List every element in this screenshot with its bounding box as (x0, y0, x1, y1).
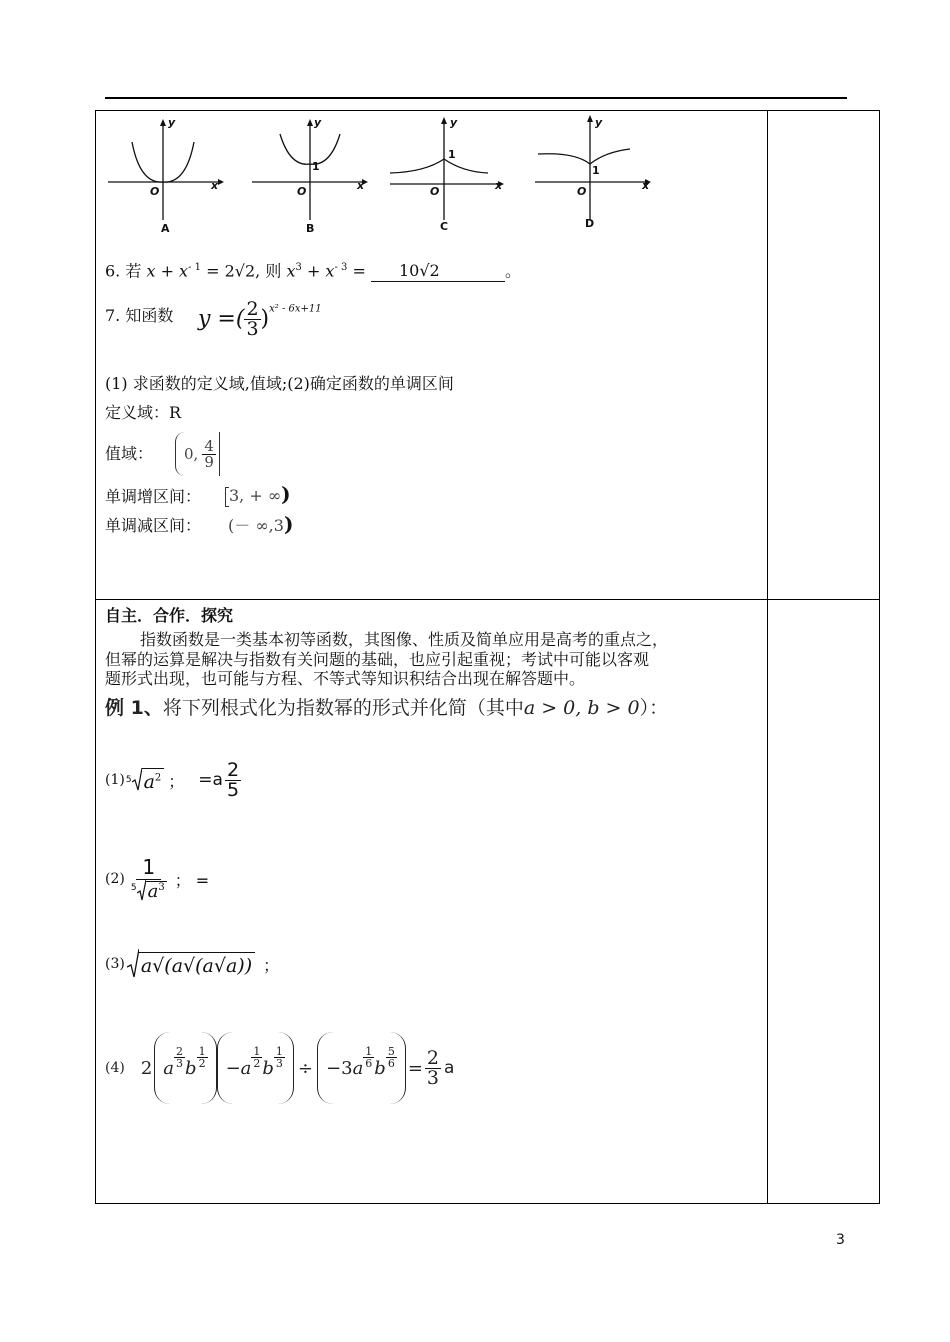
graph-c (390, 117, 504, 220)
q6-end: 。 (504, 261, 521, 281)
q6-ask-eq: = (352, 261, 366, 281)
table-top-border (95, 110, 880, 111)
q7-range-num: 4 (204, 436, 214, 455)
q6-ask-x1: x (286, 261, 296, 281)
graph-d-label: D (585, 217, 595, 230)
item-1-radical (132, 768, 165, 793)
q6-cond-exp: - 1 (188, 262, 201, 273)
item-2-radical-sign (137, 880, 146, 902)
item-4-ans-den: 3 (426, 1066, 440, 1089)
example-1-cond: a > 0, b > 0 (523, 697, 640, 719)
item-2-frac (129, 854, 169, 902)
item-4-answer-frac (425, 1046, 441, 1089)
graph-a-origin: O (150, 185, 160, 198)
item-4-group1: a $\frac{2}{3}$ b $\frac{1}{2}$ (154, 1032, 216, 1104)
table-right-border (879, 110, 880, 1204)
item-4-eq: = (407, 1057, 423, 1079)
header-rule (105, 97, 847, 99)
item-1-ans-num: 2 (226, 758, 240, 781)
question-6 (105, 258, 521, 282)
item-4-exp-1-2: $\frac{1}{2}$ (198, 1044, 206, 1070)
q6-prefix: 6. 若 (105, 261, 142, 281)
graph-a (108, 119, 224, 220)
item-1-radicand-box (142, 768, 165, 793)
q7-func-close: ) (260, 306, 270, 332)
graph-d-origin: O (577, 185, 587, 198)
item-1-label: (1) (105, 772, 125, 788)
item-3-radical-sign (127, 949, 139, 979)
graph-b-label: B (306, 222, 315, 235)
q7-domain: 定义域：R (105, 403, 182, 422)
item-3 (105, 944, 279, 984)
item-2-num: 1 (142, 854, 156, 879)
item-4-coef: 2 (140, 1057, 153, 1079)
item-4-exp-5-6: $\frac{5}{6}$ (387, 1044, 395, 1070)
item-1-exp: 2 (154, 772, 162, 784)
item-4-exp-1-2b: $\frac{1}{2}$ (253, 1044, 261, 1070)
q6-cond-lhs: x + x (146, 261, 189, 281)
graph-b-origin: O (297, 185, 307, 198)
item-4-exp-2-3: $\frac{2}{3}$ (176, 1044, 184, 1070)
page-number: 3 (836, 1232, 845, 1248)
graph-b-x-label: x (357, 179, 365, 192)
q7-range-interval (175, 432, 220, 476)
q7-range-den: 9 (204, 452, 214, 471)
item-4 (105, 1030, 454, 1106)
q7-dec-label: 单调减区间： (105, 516, 202, 535)
item-1-answer-frac (225, 758, 241, 801)
item-2 (105, 846, 209, 912)
q7-function (198, 300, 322, 339)
section-heading: 自主．合作．探究 (105, 606, 234, 625)
q7-range-frac (202, 436, 216, 471)
graph-a-label: A (161, 222, 170, 235)
item-2-label: (2) (105, 871, 125, 887)
graph-b-y-label: y (314, 116, 322, 129)
q7-func-exp: x² - 6x+11 (269, 303, 322, 315)
item-4-divide: ÷ (297, 1057, 314, 1079)
item-1-sep: ； (168, 771, 185, 791)
graph-b-one: 1 (312, 160, 320, 173)
example-1-label: 例 1、 (105, 697, 163, 719)
q7-func-den: 3 (246, 318, 259, 340)
section-para-line3: 题形式出现，也可能与方程、不等式等知识积结合出现在解答题中。 (105, 669, 586, 688)
q7-func-y: y =( (198, 306, 245, 332)
q7-func-num: 2 (246, 298, 259, 320)
q7-inc-label: 单调增区间： (105, 487, 202, 506)
item-4-exp-1-6: $\frac{1}{6}$ (365, 1044, 373, 1070)
graph-c-y-label: y (450, 116, 458, 129)
item-4-group3: −3 a $\frac{1}{6}$ b $\frac{5}{6}$ (317, 1032, 406, 1104)
example-1-line (105, 696, 668, 720)
q7-inc-interval (225, 484, 291, 507)
graph-d-x-label: x (642, 179, 650, 192)
item-2-sep: ； = (174, 870, 210, 890)
item-4-label: (4) (105, 1060, 125, 1076)
q6-answer-blank (371, 261, 505, 282)
item-3-radical (127, 949, 255, 979)
item-2-num-box (136, 854, 161, 880)
q6-cond-rhs: = 2√2, (206, 261, 261, 281)
q6-ask-plus: + x (306, 261, 335, 281)
graph-c-one: 1 (448, 148, 456, 161)
item-2-index: 5 (130, 882, 137, 893)
table-left-border (95, 110, 96, 1204)
item-4-ans-num: 2 (426, 1046, 440, 1069)
item-4-ans-var: a (444, 1058, 455, 1078)
q7-inc-close: ) (281, 482, 291, 506)
q7-func-frac (244, 300, 260, 339)
graph-b (252, 119, 368, 220)
item-4-exp-1-3: $\frac{1}{3}$ (275, 1044, 283, 1070)
q7-dec-value: (－ ∞,3 (228, 516, 284, 535)
section-para-line1: 指数函数是一类基本初等函数，其图像、性质及简单应用是高考的重点之， (140, 630, 669, 649)
graph-c-origin: O (430, 185, 440, 198)
q6-ask-exp1: 3 (295, 262, 302, 273)
graph-c-label: C (440, 220, 449, 233)
graph-d-one: 1 (592, 164, 600, 177)
graph-c-x-label: x (495, 179, 503, 192)
q6-then: 则 (265, 261, 282, 281)
graph-a-y-label: y (168, 116, 176, 129)
item-2-exp: 3 (158, 881, 165, 893)
item-1-answer: =a (198, 770, 223, 790)
item-3-sep: ； (263, 955, 280, 975)
item-2-den (129, 880, 169, 902)
graph-a-x-label: x (211, 179, 219, 192)
q6-answer: 10√2 (398, 261, 440, 281)
table-bottom-border (95, 1203, 880, 1204)
q7-range-label: 值域： (105, 444, 154, 463)
graph-d-y-label: y (595, 116, 603, 129)
q7-sub: (1) 求函数的定义域,值域;(2)确定函数的单调区间 (105, 374, 454, 393)
q7-prefix: 7. 知函数 (105, 306, 174, 325)
item-1-radical-sign (132, 768, 142, 792)
section-para-line2: 但幂的运算是解决与指数有关问题的基础，也应引起重视；考试中可能以客观 (105, 650, 650, 669)
q7-dec-close: ) (283, 512, 294, 536)
table-column-divider (767, 110, 768, 1204)
item-1-radicand: a (143, 770, 155, 793)
q6-ask-exp2: - 3 (334, 262, 348, 273)
item-1 (105, 752, 241, 808)
item-1-ans-den: 5 (226, 778, 240, 801)
table-middle-border (95, 599, 880, 600)
q7-range-left: 0, (184, 445, 199, 463)
q7-dec-interval (228, 514, 293, 536)
item-3-expr: a√(a√(a√a)) (139, 952, 255, 977)
function-graphs (100, 112, 660, 237)
item-3-label: (3) (105, 956, 125, 972)
item-2-radicand: a (147, 880, 159, 902)
q7-inc-value: 3, + ∞ (229, 486, 282, 505)
item-4-group2: − a $\frac{1}{2}$ b $\frac{1}{3}$ (217, 1032, 294, 1104)
example-1-end: ）： (639, 697, 669, 719)
item-2-radicand-box (146, 881, 167, 901)
example-1-text: 将下列根式化为指数幂的形式并化简（其中 (162, 697, 524, 719)
item-1-index: 5 (125, 775, 132, 785)
